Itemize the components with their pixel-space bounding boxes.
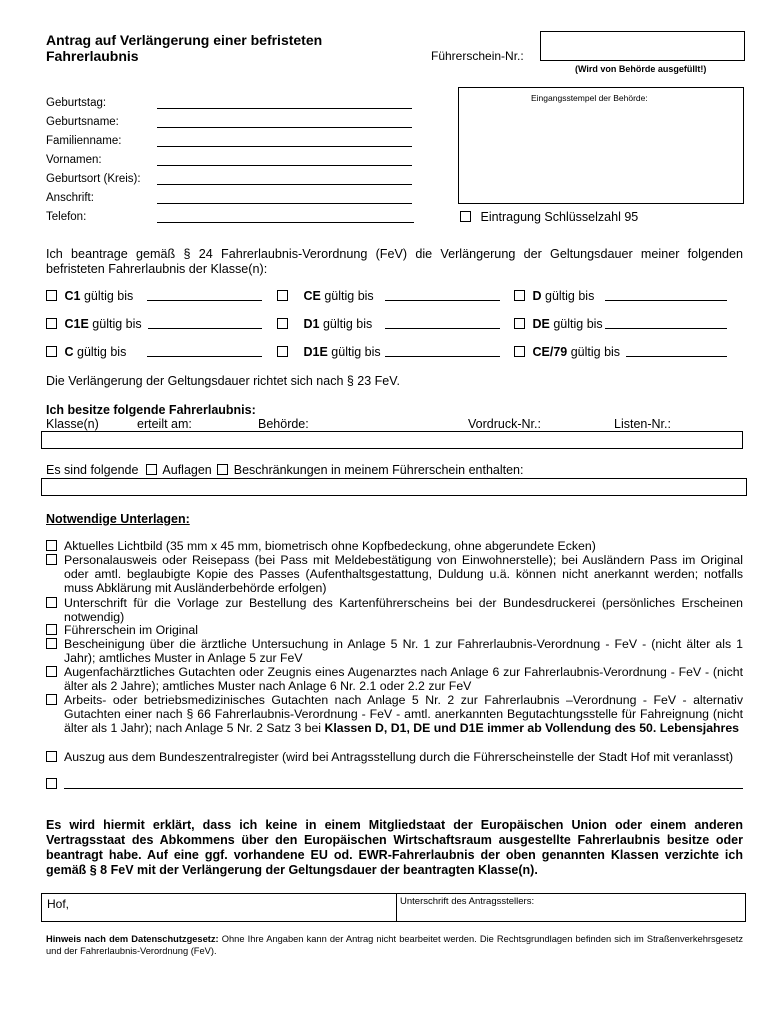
class-d-code: D	[532, 289, 542, 303]
existing-col-class: Klasse(n)	[46, 417, 99, 431]
class-c1e-suffix: gültig bis	[88, 317, 142, 331]
key95-option[interactable]	[460, 210, 638, 224]
class-d-suffix: gültig bis	[541, 289, 595, 303]
restrictions-field[interactable]	[41, 478, 747, 496]
restrictions-conditions-checkbox[interactable]	[146, 464, 157, 475]
field-label-birthday: Geburtstag:	[46, 97, 107, 109]
place-label: Hof,	[47, 897, 70, 911]
doc-item-eye[interactable]	[46, 665, 743, 693]
field-label-phone: Telefon:	[46, 211, 87, 223]
field-label-birth-name: Geburtsname:	[46, 116, 119, 128]
doc-item-photo[interactable]	[46, 539, 743, 553]
class-de-suffix: gültig bis	[549, 317, 603, 331]
doc-signature-checkbox[interactable]	[46, 597, 57, 608]
doc-license-checkbox[interactable]	[46, 624, 57, 635]
restrictions-line	[46, 463, 524, 477]
title-line-2: Fahrerlaubnis	[46, 48, 139, 64]
stamp-box	[458, 87, 744, 204]
class-ce[interactable]	[277, 289, 374, 303]
license-no-field[interactable]	[540, 31, 745, 61]
class-de[interactable]	[514, 317, 603, 331]
doc-item-occupational[interactable]	[46, 693, 743, 736]
class-d1e[interactable]	[277, 345, 381, 359]
class-c1e-date[interactable]	[148, 328, 262, 329]
class-ce-code: CE	[303, 289, 321, 303]
class-de-code: DE	[532, 317, 550, 331]
class-ce79[interactable]	[514, 345, 620, 359]
class-ce-date[interactable]	[385, 300, 500, 301]
privacy-text: Ohne Ihre Angaben kann der Antrag nicht bearbeitet werden. Die Rechtsgrundlagen befinden sich im Straßenverkehrsgesetz und der Fahrerlaubnis-Verordnung (FeV).	[46, 934, 744, 956]
validity-note: Die Verlängerung der Geltungsdauer richtet sich nach § 23 FeV.	[46, 374, 400, 388]
class-c-date[interactable]	[147, 356, 262, 357]
class-d1e-suffix: gültig bis	[327, 345, 381, 359]
restrictions-prefix: Es sind folgende	[46, 463, 139, 477]
class-c-suffix: gültig bis	[73, 345, 127, 359]
existing-heading: Ich besitze folgende Fahrerlaubnis:	[46, 403, 256, 417]
class-de-date[interactable]	[605, 328, 727, 329]
class-de-checkbox[interactable]	[514, 318, 525, 329]
doc-item-id[interactable]	[46, 553, 743, 596]
restrictions-limits-label: Beschränkungen in meinem Führerschein enthalten:	[233, 463, 524, 477]
doc-license-text: Führerschein im Original	[64, 623, 198, 637]
class-ce-suffix: gültig bis	[320, 289, 374, 303]
field-phone[interactable]	[157, 222, 414, 223]
doc-photo-checkbox[interactable]	[46, 540, 57, 551]
doc-medical-text: Bescheinigung über die ärztliche Untersuchung in Anlage 5 Nr. 1 zur Fahrerlaubnis-Verordnung - FeV - (nicht älter als 1 Jahr); amtliches Muster in Anlage 5 zur FeV	[64, 637, 743, 666]
class-c1-suffix: gültig bis	[80, 289, 134, 303]
field-birthplace[interactable]	[157, 184, 412, 185]
documents-heading: Notwendige Unterlagen:	[46, 512, 190, 526]
page-title	[46, 32, 322, 64]
doc-eye-text: Augenfachärztliches Gutachten oder Zeugnis eines Augenarztes nach Anlage 6 zur Fahrerlaubnis-Verordnung - FeV - (nicht älter als 2 Jahre); amtliches Muster nach Anlage 6 Nr. 2.1 oder 2.2 zur FeV	[64, 665, 743, 694]
restrictions-conditions-label: Auflagen	[162, 463, 212, 477]
class-d1[interactable]	[277, 317, 372, 331]
existing-license-field[interactable]	[41, 431, 743, 449]
doc-item-register[interactable]	[46, 750, 743, 764]
title-line-1: Antrag auf Verlängerung einer befristeten	[46, 32, 323, 48]
doc-id-checkbox[interactable]	[46, 554, 57, 565]
doc-item-license[interactable]	[46, 623, 743, 637]
class-d1-checkbox[interactable]	[277, 318, 288, 329]
class-d-checkbox[interactable]	[514, 290, 525, 301]
class-c-code: C	[64, 345, 74, 359]
place-date-field[interactable]	[42, 894, 397, 921]
class-d1e-date[interactable]	[385, 356, 500, 357]
signature-row	[41, 893, 746, 922]
class-ce79-code: CE/79	[532, 345, 568, 359]
field-label-birthplace: Geburtsort (Kreis):	[46, 173, 141, 185]
class-c-checkbox[interactable]	[46, 346, 57, 357]
doc-item-medical[interactable]	[46, 637, 743, 665]
privacy-label: Hinweis nach dem Datenschutzgesetz:	[46, 934, 219, 944]
key95-checkbox[interactable]	[460, 211, 471, 222]
class-c1e-code: C1E	[64, 317, 89, 331]
class-c1e[interactable]	[46, 317, 142, 331]
field-label-first-names: Vornamen:	[46, 154, 102, 166]
signature-label: Unterschrift des Antragsstellers:	[400, 896, 535, 907]
license-no-label: Führerschein-Nr.:	[431, 49, 524, 63]
class-c1-date[interactable]	[147, 300, 262, 301]
doc-register-text: Auszug aus dem Bundeszentralregister (wird bei Antragsstellung durch die Führerscheinstelle der Stadt Hof mit veranlasst)	[64, 750, 734, 764]
doc-eye-checkbox[interactable]	[46, 666, 57, 677]
class-c1-code: C1	[64, 289, 81, 303]
field-label-address: Anschrift:	[46, 192, 94, 204]
class-d1e-checkbox[interactable]	[277, 346, 288, 357]
doc-occupational-text	[64, 693, 743, 736]
class-d1-date[interactable]	[385, 328, 500, 329]
class-d1e-code: D1E	[303, 345, 328, 359]
class-d1-suffix: gültig bis	[319, 317, 373, 331]
doc-occupational-checkbox[interactable]	[46, 694, 57, 705]
field-label-family-name: Familienname:	[46, 135, 122, 147]
existing-col-form-no: Vordruck-Nr.:	[468, 417, 541, 431]
doc-medical-checkbox[interactable]	[46, 638, 57, 649]
class-ce79-checkbox[interactable]	[514, 346, 525, 357]
class-c1-checkbox[interactable]	[46, 290, 57, 301]
request-text: Ich beantrage gemäß § 24 Fahrerlaubnis-Verordnung (FeV) die Verlängerung der Geltungsdauer meiner folgenden befristeten Fahrerlaubnis der Klasse(n):	[46, 247, 743, 276]
doc-register-checkbox[interactable]	[46, 751, 57, 762]
key95-label: Eintragung Schlüsselzahl 95	[480, 210, 639, 224]
class-ce-checkbox[interactable]	[277, 290, 288, 301]
doc-id-text: Personalausweis oder Reisepass (bei Pass mit Meldebestätigung von Einwohnerstelle); bei Ausländern Pass im Original oder amtl. beglaubigte Kopie des Passes (Aufenthaltsgestattung, Duldung u.ä. können nicht anerkannt werden; notfalls muss Abklärung mit Ausländerbehörde erfolgen)	[64, 553, 743, 596]
doc-signature-text: Unterschrift für die Vorlage zur Bestellung des Kartenführerscheins bei der Bundesdruckerei (persönliches Erscheinen notwendig)	[64, 596, 743, 625]
existing-col-issued: erteilt am:	[137, 417, 192, 431]
restrictions-limits-checkbox[interactable]	[217, 464, 228, 475]
class-d1-code: D1	[303, 317, 320, 331]
field-birthday[interactable]	[157, 108, 412, 109]
doc-item-signature[interactable]	[46, 596, 743, 624]
existing-col-list-no: Listen-Nr.:	[614, 417, 671, 431]
doc-occupational-main: Arbeits- oder betriebsmedizinisches Gutachten nach Anlage 5 Nr. 2 zur Fahrerlaubnis –Verordnung - FeV - alternativ Gutachten einer nach § 66 Fahrerlaubnis-Verordnung - FeV - amtl. anerkannten Begutachtungsstelle für Fahreignung (nicht älter als 1 Jahr); nach Anlage 5 Nr. 2 Satz 3 bei	[64, 693, 743, 736]
privacy-note	[46, 933, 743, 957]
doc-other-field[interactable]	[64, 788, 743, 789]
field-first-names[interactable]	[157, 165, 412, 166]
field-family-name[interactable]	[157, 146, 412, 147]
field-birth-name[interactable]	[157, 127, 412, 128]
class-d-date[interactable]	[605, 300, 727, 301]
class-d[interactable]	[514, 289, 594, 303]
class-c[interactable]	[46, 345, 126, 359]
class-c1e-checkbox[interactable]	[46, 318, 57, 329]
class-c1[interactable]	[46, 289, 133, 303]
license-no-note: (Wird von Behörde ausgefüllt!)	[575, 64, 707, 74]
doc-occupational-bold: Klassen D, D1, DE und D1E immer ab Vollendung des 50. Lebensjahres	[324, 721, 740, 736]
declaration-text: Es wird hiermit erklärt, dass ich keine in einem Mitgliedstaat der Europäischen Union oder einem anderen Vertragsstaat des Abkommens über den Europäischen Wirtschaftsraum ausgestellte Fahrerlaubnis besitze oder beantragt habe. Auf eine ggf. vorhandene EU od. EWR-Fahrerlaubnis der oben genannten Klassen verzichte ich gemäß § 8 FeV mit der Verlängerung der Geltungsdauer der beantragten Klasse(n).	[46, 818, 743, 877]
doc-other-checkbox[interactable]	[46, 778, 57, 789]
field-address[interactable]	[157, 203, 412, 204]
stamp-label: Eingangsstempel der Behörde:	[531, 93, 648, 103]
class-ce79-date[interactable]	[626, 356, 727, 357]
class-ce79-suffix: gültig bis	[567, 345, 621, 359]
doc-photo-text: Aktuelles Lichtbild (35 mm x 45 mm, biometrisch ohne Kopfbedeckung, ohne abgerundete Ecken)	[64, 539, 596, 553]
existing-col-authority: Behörde:	[258, 417, 309, 431]
